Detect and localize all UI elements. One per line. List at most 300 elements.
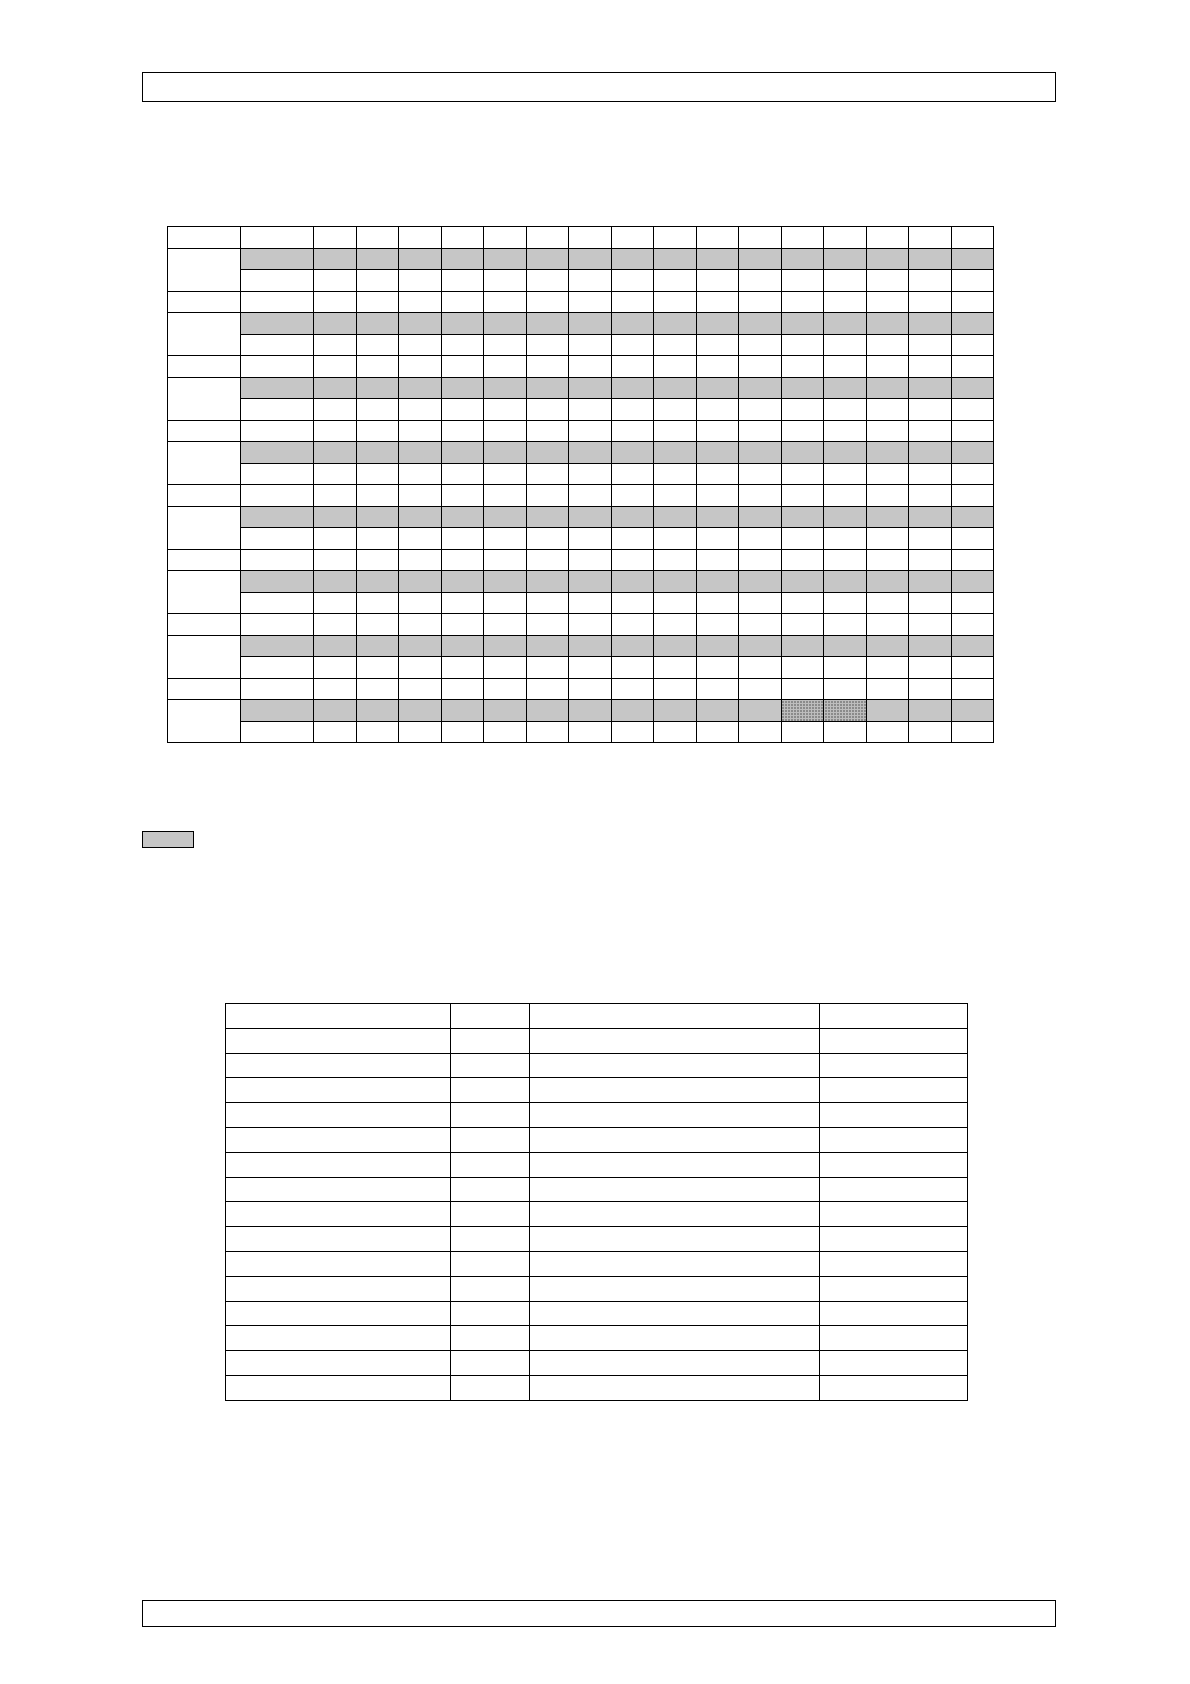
- legend-shaded-swatch: [142, 831, 194, 848]
- schedule-cell: [824, 721, 867, 743]
- schedule-cell: [484, 635, 527, 657]
- summary-cell: [451, 1177, 530, 1202]
- schedule-cell: [696, 420, 739, 442]
- summary-cell: [451, 1202, 530, 1227]
- page-footer-box: [142, 1600, 1056, 1627]
- schedule-cell: [241, 313, 314, 335]
- schedule-cell: [241, 657, 314, 679]
- schedule-cell: [356, 592, 399, 614]
- schedule-cell: [654, 721, 697, 743]
- schedule-cell: [654, 377, 697, 399]
- schedule-cell: [168, 313, 241, 356]
- schedule-cell: [611, 592, 654, 614]
- schedule-cell: [951, 549, 994, 571]
- schedule-cell: [356, 377, 399, 399]
- schedule-cell: [696, 592, 739, 614]
- schedule-cell: [654, 356, 697, 378]
- schedule-cell: [781, 463, 824, 485]
- schedule-cell: [654, 571, 697, 593]
- table-row: [226, 1078, 968, 1103]
- schedule-cell: [781, 635, 824, 657]
- schedule-cell: [399, 270, 442, 292]
- schedule-cell: [824, 377, 867, 399]
- schedule-cell: [569, 313, 612, 335]
- table-row: [226, 1202, 968, 1227]
- schedule-cell: [241, 227, 314, 249]
- summary-cell: [530, 1351, 820, 1376]
- schedule-cell: [866, 506, 909, 528]
- schedule-cell: [441, 248, 484, 270]
- schedule-cell: [356, 528, 399, 550]
- schedule-cell: [484, 614, 527, 636]
- schedule-row-shaded: [168, 700, 994, 722]
- schedule-cell: [241, 571, 314, 593]
- schedule-cell: [611, 227, 654, 249]
- summary-cell: [451, 1127, 530, 1152]
- schedule-row-plain: [168, 334, 994, 356]
- schedule-cell: [484, 485, 527, 507]
- schedule-row-separator: [168, 549, 994, 571]
- schedule-cell: [696, 334, 739, 356]
- schedule-cell: [781, 485, 824, 507]
- schedule-cell: [526, 678, 569, 700]
- schedule-cell: [866, 291, 909, 313]
- schedule-cell: [569, 399, 612, 421]
- schedule-cell: [526, 700, 569, 722]
- schedule-cell: [241, 485, 314, 507]
- schedule-cell: [909, 614, 952, 636]
- schedule-cell: [484, 248, 527, 270]
- schedule-cell: [168, 614, 241, 636]
- schedule-cell: [356, 356, 399, 378]
- summary-cell: [530, 1326, 820, 1351]
- schedule-cell: [399, 463, 442, 485]
- summary-cell: [820, 1351, 968, 1376]
- schedule-cell: [314, 313, 357, 335]
- schedule-cell: [526, 377, 569, 399]
- schedule-cell: [951, 657, 994, 679]
- schedule-cell: [484, 313, 527, 335]
- schedule-cell: [866, 313, 909, 335]
- schedule-cell: [484, 721, 527, 743]
- schedule-cell: [654, 442, 697, 464]
- schedule-cell: [441, 592, 484, 614]
- schedule-cell: [909, 635, 952, 657]
- schedule-cell: [951, 442, 994, 464]
- schedule-cell: [484, 549, 527, 571]
- schedule-cell: [314, 420, 357, 442]
- schedule-cell: [569, 657, 612, 679]
- summary-cell: [451, 1251, 530, 1276]
- schedule-cell: [611, 678, 654, 700]
- schedule-cell: [569, 334, 612, 356]
- schedule-cell: [654, 506, 697, 528]
- schedule-cell: [241, 356, 314, 378]
- schedule-cell: [866, 592, 909, 614]
- summary-table: [225, 1003, 968, 1401]
- schedule-cell: [781, 571, 824, 593]
- schedule-cell: [441, 657, 484, 679]
- schedule-cell: [909, 549, 952, 571]
- schedule-row-plain: [168, 657, 994, 679]
- schedule-cell: [399, 506, 442, 528]
- schedule-cell: [241, 678, 314, 700]
- schedule-cell: [824, 614, 867, 636]
- schedule-cell: [611, 313, 654, 335]
- schedule-cell: [441, 399, 484, 421]
- schedule-cell: [441, 377, 484, 399]
- schedule-cell: [909, 721, 952, 743]
- schedule-cell: [781, 227, 824, 249]
- summary-cell: [451, 1227, 530, 1252]
- schedule-cell: [484, 377, 527, 399]
- schedule-cell: [866, 571, 909, 593]
- summary-cell: [820, 1326, 968, 1351]
- schedule-cell: [866, 721, 909, 743]
- schedule-cell: [696, 227, 739, 249]
- schedule-cell: [951, 485, 994, 507]
- schedule-cell: [909, 442, 952, 464]
- schedule-cell: [314, 657, 357, 679]
- schedule-cell: [611, 399, 654, 421]
- schedule-cell: [484, 420, 527, 442]
- table-row: [226, 1276, 968, 1301]
- schedule-row-separator: [168, 291, 994, 313]
- summary-cell: [226, 1152, 451, 1177]
- schedule-cell: [909, 678, 952, 700]
- schedule-cell: [526, 657, 569, 679]
- schedule-cell: [739, 614, 782, 636]
- schedule-cell: [739, 528, 782, 550]
- schedule-cell: [441, 549, 484, 571]
- schedule-cell: [696, 485, 739, 507]
- schedule-cell: [611, 291, 654, 313]
- schedule-cell: [569, 549, 612, 571]
- schedule-cell: [569, 377, 612, 399]
- summary-cell: [226, 1375, 451, 1400]
- schedule-row-plain: [168, 592, 994, 614]
- table-row: [226, 1251, 968, 1276]
- table-row: [226, 1301, 968, 1326]
- schedule-cell: [824, 700, 867, 722]
- schedule-cell: [739, 485, 782, 507]
- schedule-cell: [909, 399, 952, 421]
- schedule-cell: [441, 356, 484, 378]
- schedule-cell: [241, 528, 314, 550]
- schedule-cell: [951, 291, 994, 313]
- schedule-cell: [781, 313, 824, 335]
- schedule-cell: [314, 614, 357, 636]
- schedule-cell: [526, 549, 569, 571]
- schedule-row-separator: [168, 356, 994, 378]
- schedule-cell: [696, 399, 739, 421]
- schedule-row-separator: [168, 614, 994, 636]
- schedule-cell: [168, 356, 241, 378]
- schedule-cell: [739, 635, 782, 657]
- schedule-cell: [399, 571, 442, 593]
- table-row: [226, 1326, 968, 1351]
- summary-cell: [820, 1127, 968, 1152]
- schedule-cell: [824, 420, 867, 442]
- schedule-cell: [241, 635, 314, 657]
- schedule-cell: [441, 270, 484, 292]
- schedule-cell: [526, 721, 569, 743]
- schedule-cell: [781, 657, 824, 679]
- schedule-cell: [781, 356, 824, 378]
- schedule-cell: [526, 356, 569, 378]
- schedule-cell: [356, 485, 399, 507]
- schedule-cell: [399, 592, 442, 614]
- summary-cell: [820, 1028, 968, 1053]
- summary-cell: [226, 1078, 451, 1103]
- schedule-row-plain: [168, 270, 994, 292]
- schedule-cell: [314, 248, 357, 270]
- schedule-cell: [441, 442, 484, 464]
- schedule-cell: [484, 442, 527, 464]
- schedule-cell: [399, 334, 442, 356]
- schedule-cell: [866, 678, 909, 700]
- schedule-cell: [484, 700, 527, 722]
- schedule-row-plain: [168, 399, 994, 421]
- schedule-cell: [824, 485, 867, 507]
- schedule-cell: [611, 657, 654, 679]
- schedule-cell: [168, 678, 241, 700]
- schedule-cell: [781, 678, 824, 700]
- schedule-cell: [484, 356, 527, 378]
- schedule-cell: [866, 528, 909, 550]
- schedule-row-shaded: [168, 313, 994, 335]
- table-row: [226, 1375, 968, 1400]
- schedule-cell: [569, 700, 612, 722]
- schedule-cell: [739, 506, 782, 528]
- summary-cell: [530, 1053, 820, 1078]
- schedule-cell: [739, 463, 782, 485]
- schedule-cell: [356, 506, 399, 528]
- schedule-row-shaded: [168, 377, 994, 399]
- schedule-cell: [824, 635, 867, 657]
- schedule-cell: [951, 356, 994, 378]
- schedule-cell: [866, 700, 909, 722]
- schedule-cell: [441, 463, 484, 485]
- schedule-row-separator: [168, 485, 994, 507]
- schedule-cell: [611, 721, 654, 743]
- schedule-cell: [399, 399, 442, 421]
- schedule-cell: [696, 313, 739, 335]
- schedule-cell: [314, 721, 357, 743]
- schedule-cell: [824, 506, 867, 528]
- schedule-cell: [314, 377, 357, 399]
- schedule-cell: [526, 635, 569, 657]
- schedule-cell: [314, 270, 357, 292]
- schedule-cell: [909, 377, 952, 399]
- schedule-cell: [526, 291, 569, 313]
- schedule-cell: [909, 248, 952, 270]
- schedule-cell: [824, 592, 867, 614]
- schedule-cell: [399, 549, 442, 571]
- schedule-cell: [781, 528, 824, 550]
- schedule-cell: [654, 657, 697, 679]
- schedule-cell: [781, 420, 824, 442]
- schedule-cell: [909, 700, 952, 722]
- summary-cell: [226, 1202, 451, 1227]
- schedule-cell: [356, 420, 399, 442]
- schedule-cell: [866, 377, 909, 399]
- schedule-cell: [356, 227, 399, 249]
- summary-cell: [226, 1251, 451, 1276]
- summary-cell: [226, 1127, 451, 1152]
- schedule-cell: [241, 334, 314, 356]
- schedule-cell: [526, 528, 569, 550]
- schedule-cell: [526, 614, 569, 636]
- schedule-cell: [696, 678, 739, 700]
- schedule-cell: [399, 248, 442, 270]
- schedule-cell: [314, 506, 357, 528]
- schedule-cell: [696, 700, 739, 722]
- schedule-cell: [569, 721, 612, 743]
- schedule-cell: [569, 506, 612, 528]
- schedule-cell: [866, 657, 909, 679]
- schedule-cell: [356, 248, 399, 270]
- schedule-cell: [696, 291, 739, 313]
- schedule-cell: [696, 248, 739, 270]
- schedule-cell: [241, 506, 314, 528]
- schedule-cell: [356, 678, 399, 700]
- summary-cell: [820, 1103, 968, 1128]
- schedule-cell: [824, 227, 867, 249]
- schedule-cell: [866, 485, 909, 507]
- schedule-cell: [739, 377, 782, 399]
- summary-cell: [820, 1177, 968, 1202]
- schedule-cell: [696, 356, 739, 378]
- summary-cell: [451, 1028, 530, 1053]
- table-row: [226, 1152, 968, 1177]
- schedule-cell: [241, 442, 314, 464]
- summary-cell: [226, 1028, 451, 1053]
- schedule-cell: [739, 291, 782, 313]
- schedule-cell: [781, 592, 824, 614]
- summary-cell: [451, 1276, 530, 1301]
- schedule-row-separator: [168, 678, 994, 700]
- schedule-cell: [781, 700, 824, 722]
- summary-cell: [530, 1103, 820, 1128]
- schedule-cell: [951, 592, 994, 614]
- schedule-cell: [526, 270, 569, 292]
- schedule-cell: [314, 334, 357, 356]
- summary-cell: [530, 1227, 820, 1252]
- schedule-cell: [356, 270, 399, 292]
- schedule-cell: [168, 506, 241, 549]
- schedule-cell: [569, 291, 612, 313]
- schedule-cell: [611, 571, 654, 593]
- summary-header-row: [226, 1004, 968, 1029]
- schedule-cell: [526, 313, 569, 335]
- schedule-cell: [951, 678, 994, 700]
- schedule-cell: [696, 270, 739, 292]
- schedule-cell: [824, 442, 867, 464]
- schedule-cell: [696, 721, 739, 743]
- table-row: [226, 1351, 968, 1376]
- schedule-cell: [399, 420, 442, 442]
- schedule-row-shaded: [168, 571, 994, 593]
- schedule-cell: [654, 334, 697, 356]
- schedule-cell: [739, 657, 782, 679]
- schedule-cell: [781, 334, 824, 356]
- schedule-cell: [824, 270, 867, 292]
- schedule-cell: [611, 356, 654, 378]
- schedule-cell: [824, 678, 867, 700]
- schedule-cell: [356, 549, 399, 571]
- schedule-cell: [314, 700, 357, 722]
- schedule-cell: [611, 377, 654, 399]
- schedule-cell: [314, 356, 357, 378]
- schedule-cell: [569, 248, 612, 270]
- schedule-cell: [951, 463, 994, 485]
- schedule-cell: [866, 635, 909, 657]
- schedule-cell: [866, 248, 909, 270]
- schedule-cell: [569, 442, 612, 464]
- summary-cell: [530, 1078, 820, 1103]
- schedule-cell: [241, 700, 314, 722]
- schedule-cell: [781, 291, 824, 313]
- schedule-cell: [241, 248, 314, 270]
- summary-cell: [820, 1053, 968, 1078]
- schedule-cell: [484, 399, 527, 421]
- summary-header-cell: [530, 1004, 820, 1029]
- schedule-cell: [484, 571, 527, 593]
- schedule-cell: [356, 291, 399, 313]
- schedule-cell: [909, 356, 952, 378]
- schedule-cell: [484, 227, 527, 249]
- schedule-cell: [654, 270, 697, 292]
- schedule-cell: [739, 334, 782, 356]
- summary-cell: [451, 1053, 530, 1078]
- schedule-cell: [611, 614, 654, 636]
- schedule-cell: [399, 227, 442, 249]
- schedule-cell: [569, 463, 612, 485]
- schedule-cell: [866, 356, 909, 378]
- table-row: [226, 1028, 968, 1053]
- schedule-cell: [441, 485, 484, 507]
- schedule-cell: [526, 420, 569, 442]
- schedule-cell: [241, 399, 314, 421]
- schedule-cell: [781, 549, 824, 571]
- schedule-cell: [356, 635, 399, 657]
- schedule-cell: [241, 463, 314, 485]
- schedule-cell: [909, 227, 952, 249]
- schedule-cell: [909, 485, 952, 507]
- schedule-cell: [909, 270, 952, 292]
- schedule-cell: [611, 420, 654, 442]
- schedule-cell: [781, 270, 824, 292]
- schedule-cell: [168, 291, 241, 313]
- schedule-cell: [654, 420, 697, 442]
- schedule-cell: [654, 635, 697, 657]
- schedule-cell: [951, 528, 994, 550]
- schedule-cell: [441, 420, 484, 442]
- schedule-cell: [526, 442, 569, 464]
- summary-cell: [820, 1251, 968, 1276]
- schedule-cell: [909, 334, 952, 356]
- schedule-header-row: [168, 227, 994, 249]
- schedule-cell: [739, 227, 782, 249]
- schedule-cell: [739, 571, 782, 593]
- schedule-cell: [866, 270, 909, 292]
- summary-cell: [530, 1202, 820, 1227]
- summary-cell: [820, 1375, 968, 1400]
- schedule-cell: [824, 549, 867, 571]
- page-header-box: [142, 72, 1056, 102]
- schedule-cell: [611, 635, 654, 657]
